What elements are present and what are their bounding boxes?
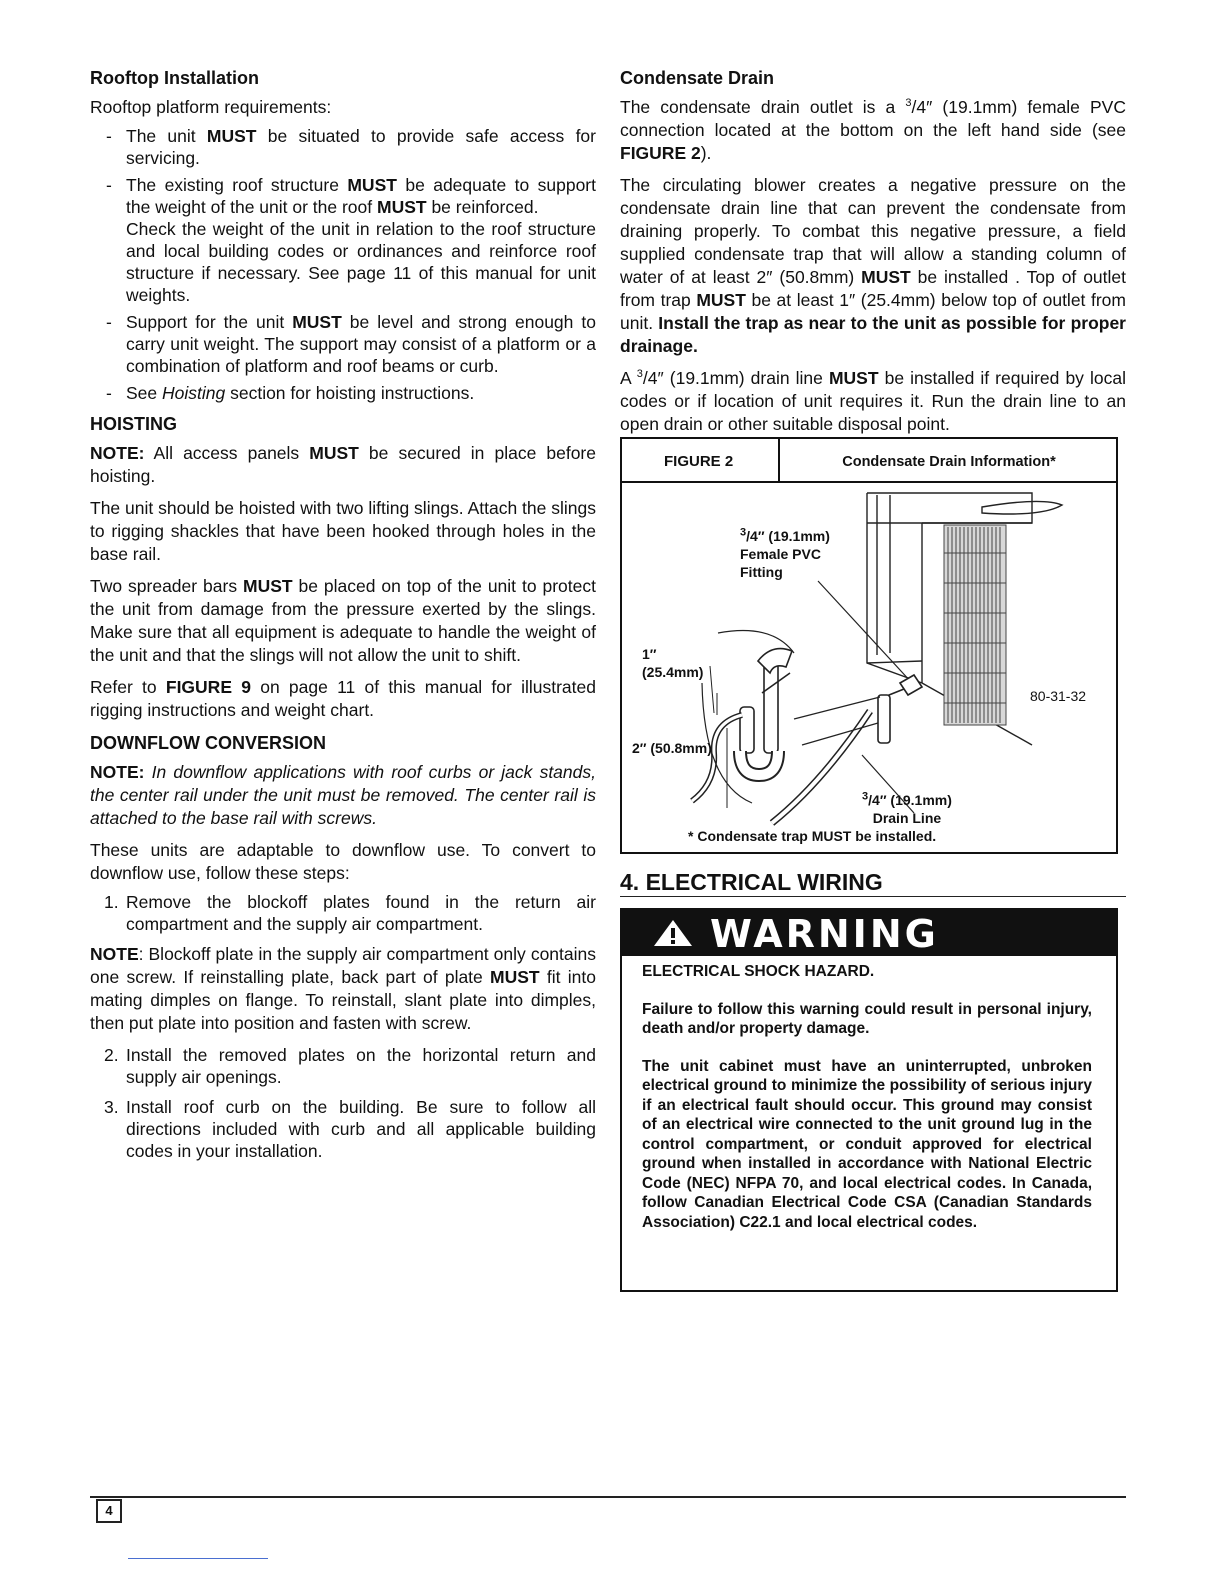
hoisting-note: NOTE: All access panels MUST be secured in place before hoisting.	[90, 443, 596, 486]
condensate-heading: Condensate Drain	[620, 68, 775, 88]
page-number: 4	[96, 1499, 122, 1523]
list-item: - The unit MUST be situated to provide safe access for servicing.	[90, 125, 596, 169]
trap-column-label: 2″ (50.8mm)	[632, 740, 712, 756]
warning-body	[622, 956, 1116, 1232]
warning-word: WARNING	[710, 912, 939, 956]
condensate-paragraph: A $^3$/4″ (19.1mm) drain line MUST be installed if required by local codes or if location of unit requires it. Run the drain line to an open drain or other suitable disposal point.	[620, 368, 1126, 434]
section-title: 4. ELECTRICAL WIRING	[620, 868, 1126, 897]
warning-hazard: ELECTRICAL SHOCK HAZARD.	[642, 963, 875, 980]
hoisting-paragraph: Two spreader bars MUST be placed on top of the unit to protect the unit from damage from the pressure exerted by the slings. Make sure that all equipment is adequate to handle the weight of the unit and that the slings will not allow the unit to shift.	[90, 576, 596, 665]
warning-box	[620, 908, 1118, 1292]
decorative-line	[128, 1558, 268, 1559]
condenser-grille	[944, 525, 1006, 725]
hoisting-heading: HOISTING	[90, 414, 178, 434]
list-item: - See Hoisting section for hoisting instructions.	[90, 382, 596, 404]
fitting-leader	[818, 581, 912, 683]
warning-consequence: Failure to follow this warning could result in personal injury, death and/or property damage.	[642, 1000, 1092, 1037]
fitting-label: $^3$/4″ (19.1mm) Female PVC Fitting	[740, 526, 830, 580]
condensate-paragraph: The condensate drain outlet is a $^3$/4″ (19.1mm) female PVC connection located at the bottom on the left hand side (see FIGURE 2).	[620, 97, 1126, 163]
rooftop-intro: Rooftop platform requirements:	[90, 97, 332, 117]
downflow-note: NOTE: In downflow applications with roof curbs or jack stands, the center rail under the unit must be removed. The center rail is attached to the base rail with screws.	[90, 762, 596, 828]
footer-rule	[90, 1496, 1126, 1498]
fan-blade	[982, 501, 1062, 514]
downflow-note: NOTE: Blockoff plate in the supply air compartment only contains one screw. If reinstalling plate, back part of plate MUST fit into mating dimples on flange. To reinstall, slant plate into dimples, then put plate into position and fasten with screw.	[90, 944, 596, 1033]
list-item: 3. Install roof curb on the building. Be sure to follow all directions included with curb and all applicable building codes in your installation.	[104, 1097, 596, 1161]
condensate-trap	[740, 649, 792, 775]
drain-line	[772, 711, 870, 823]
unit-outlet-fitting	[878, 675, 922, 743]
figure-header	[622, 439, 1116, 483]
downflow-heading: DOWNFLOW CONVERSION	[90, 733, 326, 753]
hoisting-paragraph: The unit should be hoisted with two lifting slings. Attach the slings to rigging shackles that have been hooked through holes in the base rail.	[90, 498, 596, 564]
list-item: - The existing roof structure MUST be adequate to support the weight of the unit or the roof MUST be reinforced. Check the weight of the unit in relation to the roof structure and local building codes or ordinances and reinforce roof structure if necessary. See page 11 of this manual for unit weights.	[90, 174, 596, 306]
rooftop-heading: Rooftop Installation	[90, 68, 259, 88]
figure-2	[620, 437, 1118, 854]
warning-banner	[622, 910, 1116, 956]
trap-top-label: 1″ (25.4mm)	[642, 646, 704, 680]
list-item: - Support for the unit MUST be level and strong enough to carry unit weight. The support may consist of a platform or a combination of platform and roof beams or curb.	[90, 311, 596, 377]
hoisting-paragraph: Refer to FIGURE 9 on page 11 of this manual for illustrated rigging instructions and weight chart.	[90, 677, 596, 720]
list-item: 2. Install the removed plates on the horizontal return and supply air openings.	[104, 1045, 596, 1087]
warning-triangle-icon	[652, 918, 694, 948]
right-column	[620, 66, 1126, 445]
part-number: 80-31-32	[1030, 688, 1087, 704]
figure-title: Condensate Drain Information*	[842, 454, 1056, 470]
list-item: 1. Remove the blockoff plates found in the return air compartment and the supply air compartment.	[104, 892, 596, 934]
drain-line-label: $^3$/4″ (19.1mm) Drain Line	[862, 790, 952, 826]
downflow-paragraph: These units are adaptable to downflow use. To convert to downflow use, follow these steps:	[90, 840, 596, 883]
figure-footnote: * Condensate trap MUST be installed.	[688, 828, 937, 844]
condensate-paragraph: The circulating blower creates a negative pressure on the condensate drain line that can prevent the condensate from draining properly. To combat this negative pressure, a field supplied condensate trap that will allow a standing column of water of at least 2″ (50.8mm) MUST be installed . Top of outlet from trap MUST be at least 1″ (25.4mm) below top of outlet from unit. Install the trap as near to the unit as possible for proper drainage.	[620, 175, 1127, 356]
warning-instructions: The unit cabinet must have an uninterrupted, unbroken electrical ground to minimize the possibility of serious injury if an electrical fault should occur. This ground may consist of an electrical wire connected to the unit ground lug in the control compartment, or conduit approved for electrical ground when installed in accordance with National Electric Code (NEC) NFPA 70, and local electrical codes. In Canada, follow Canadian Electrical Code CSA (Canadian Standards Association) C22.1 and local electrical codes.	[642, 1057, 1092, 1231]
figure-tag: FIGURE 2	[622, 439, 780, 481]
left-column	[90, 66, 596, 1170]
